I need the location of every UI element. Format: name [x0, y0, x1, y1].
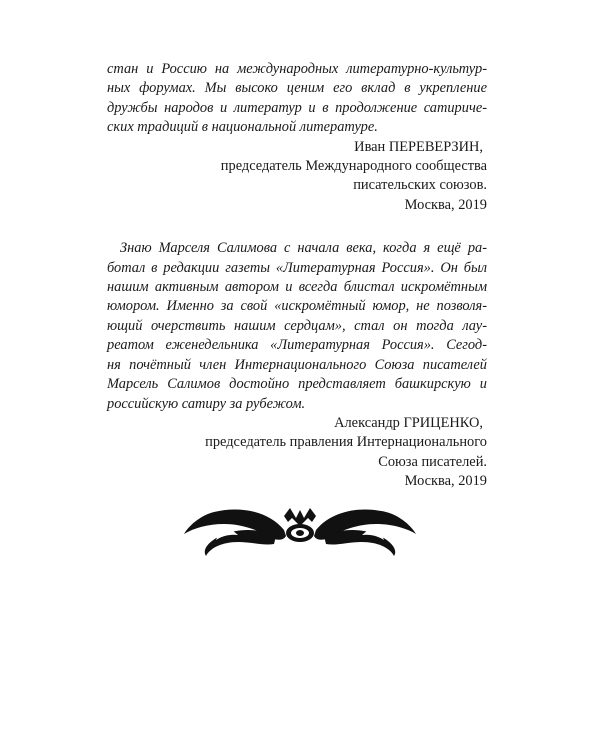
quote-alexander-gritsenko: [107, 239, 487, 414]
quote-line: Знаю Марселя Салимова с начала века, когда я ещё ра-: [120, 240, 487, 257]
signature-name: Иван ПЕРЕВЕРЗИН,: [354, 138, 483, 155]
signature-role: Союза писателей.: [378, 453, 487, 470]
signature-role: писательских союзов.: [353, 177, 487, 194]
quote-line: стан и Россию на международных литературно-культур-: [107, 61, 487, 77]
quote-line: российскую сатиру за рубежом.: [107, 395, 306, 412]
signature-role: председатель Международного сообщества: [220, 158, 487, 175]
quote-line: ня почётный член Интернационального Союза писателей: [107, 356, 487, 373]
signature-role: председатель правления Интернационального: [205, 434, 487, 451]
signature-alexander-gritsenko: [107, 414, 487, 492]
quote-line: дружбы народов и литератур и в продолжение сатириче-: [107, 99, 487, 116]
quote-ivan-pereverzin: [107, 60, 487, 138]
page-content: [107, 60, 487, 492]
signature-place-date: Москва, 2019: [404, 196, 487, 213]
spacer: [107, 215, 487, 239]
quote-line: ных форумах. Мы высоко ценим его вклад в укрепление: [107, 80, 487, 97]
signature-ivan-pereverzin: [107, 138, 487, 216]
signature-place-date: Москва, 2019: [404, 473, 487, 490]
quote-line: юмором. Именно за свой «искромётный юмор, не позволя-: [107, 298, 487, 315]
quote-line: реатом еженедельника «Литературная Россия». Сегод-: [107, 337, 487, 354]
quote-line: ботал в редакции газеты «Литературная Россия». Он был: [107, 259, 487, 276]
tribal-ornament-icon: [180, 500, 420, 560]
signature-name: Александр ГРИЦЕНКО,: [334, 414, 483, 431]
quote-line: ских традиций в национальной литературе.: [107, 119, 378, 136]
quote-line: нашим активным автором и всегда блистал искромётным: [107, 279, 487, 296]
quote-line: ющий очерствить нашим сердцам», стал он тогда лау-: [107, 317, 487, 334]
quote-line: Марсель Салимов достойно представляет башкирскую и: [107, 376, 487, 393]
